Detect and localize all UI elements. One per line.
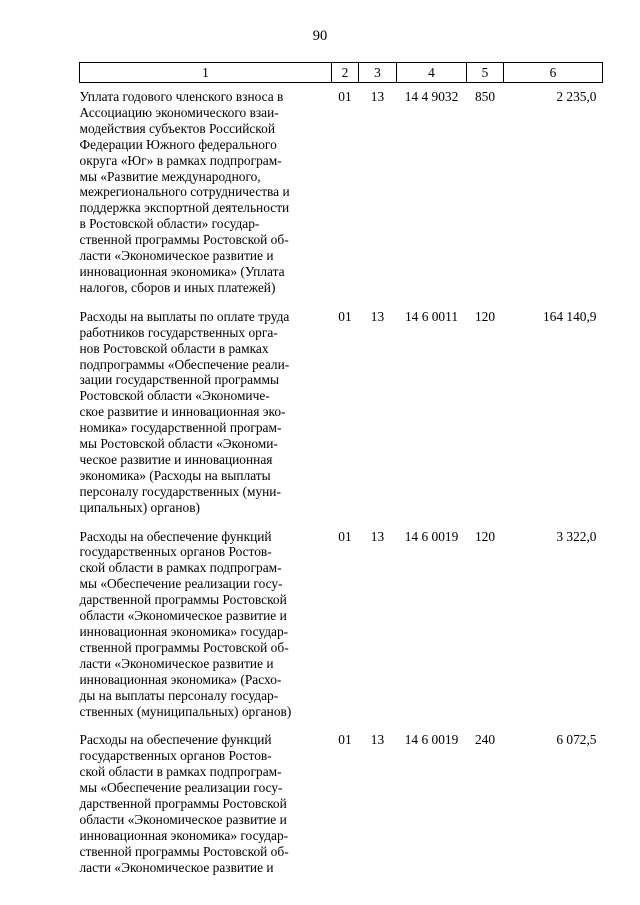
- description-line: дарственной программы Ростовской: [79, 592, 287, 608]
- description-line: ципальных) органов): [79, 499, 200, 515]
- column-header-6: 6: [504, 63, 603, 83]
- table-row: [80, 296, 603, 516]
- row-amount: 164 140,9: [542, 308, 597, 324]
- column-header-4: 4: [397, 63, 467, 83]
- row-target-item-code: 14 6 0019: [404, 528, 459, 544]
- column-header-1: 1: [80, 63, 332, 83]
- row-subsection-code: 13: [370, 732, 385, 748]
- description-line: ственной программы Ростовской об-: [79, 639, 289, 655]
- description-line: ской области в рамках подпрограм-: [79, 764, 282, 780]
- page-number: 90: [312, 28, 328, 44]
- row-target-item-code: 14 6 0011: [404, 308, 459, 324]
- description-line: Расходы на обеспечение функций: [79, 528, 272, 544]
- description-line: ской области в рамках подпрограм-: [79, 560, 282, 576]
- row-expense-type-code: 240: [474, 732, 496, 748]
- row-target-item-code: 14 4 9032: [404, 89, 459, 104]
- description-line: Расходы на обеспечение функций: [79, 732, 272, 748]
- description-line: инновационная экономика» (Уплата: [79, 263, 285, 279]
- column-header-5: 5: [467, 63, 504, 83]
- description-line: ды на выплаты персоналу государ-: [79, 687, 279, 703]
- row-description: [80, 296, 332, 516]
- row-section-code: 01: [338, 89, 352, 104]
- row-subsection-code: 13: [370, 308, 385, 324]
- row-description: [80, 83, 332, 296]
- row-description: [80, 719, 332, 875]
- row-section-code: 01: [338, 528, 352, 544]
- description-line: Уплата годового членского взноса в: [79, 89, 284, 104]
- description-line: ственной программы Ростовской об-: [79, 232, 289, 248]
- table-row: [80, 516, 603, 720]
- row-subsection-code: 13: [370, 89, 385, 104]
- description-line: в Ростовской области» государ-: [79, 216, 260, 232]
- description-line: мы Ростовской области «Экономи-: [79, 436, 278, 452]
- description-line: государственных органов Ростов-: [79, 748, 272, 764]
- description-line: налогов, сборов и иных платежей): [79, 279, 276, 295]
- column-header-2: 2: [332, 63, 359, 83]
- row-section-code: 01: [338, 732, 352, 748]
- description-line: ственной программы Ростовской об-: [79, 843, 289, 859]
- description-line: области «Экономическое развитие и: [79, 811, 287, 827]
- budget-table: [79, 62, 603, 876]
- row-amount: 2 235,0: [556, 89, 597, 104]
- description-line: ласти «Экономическое развитие и: [79, 248, 274, 264]
- description-line: мы «Обеспечение реализации госу-: [79, 780, 283, 796]
- description-line: государственных органов Ростов-: [79, 544, 272, 560]
- description-line: ческое развитие и инновационная: [79, 451, 273, 467]
- description-line: ственных (муниципальных) органов): [79, 703, 292, 719]
- row-expense-type-code: 850: [474, 89, 496, 104]
- description-line: мы «Развитие международного,: [79, 168, 261, 184]
- table-body: [80, 83, 603, 876]
- description-line: инновационная экономика» государ-: [79, 827, 289, 843]
- row-amount: 6 072,5: [556, 732, 597, 748]
- row-section-code: 01: [338, 308, 352, 324]
- description-line: нов Ростовской области в рамках: [79, 340, 269, 356]
- description-line: межрегионального сотрудничества и: [79, 184, 290, 200]
- table-row: [80, 719, 603, 875]
- row-description: [80, 516, 332, 720]
- description-line: области «Экономическое развитие и: [79, 608, 287, 624]
- row-amount: 3 322,0: [556, 528, 597, 544]
- description-line: экономика» (Расходы на выплаты: [79, 467, 271, 483]
- description-line: поддержка экспортной деятельности: [79, 200, 290, 216]
- description-line: инновационная экономика» государ-: [79, 624, 289, 639]
- table-row: [80, 83, 603, 296]
- description-line: Федерации Южного федерального: [79, 136, 277, 152]
- row-expense-type-code: 120: [474, 308, 496, 324]
- description-line: округа «Юг» в рамках подпрограм-: [79, 152, 282, 168]
- description-line: ласти «Экономическое развитие и: [79, 859, 274, 875]
- description-line: модействия субъектов Российской: [79, 120, 275, 136]
- description-line: номика» государственной програм-: [79, 420, 282, 436]
- description-line: инновационная экономика» (Расхо-: [79, 671, 282, 687]
- row-expense-type-code: 120: [474, 528, 496, 544]
- row-target-item-code: 14 6 0019: [404, 732, 459, 748]
- column-header-3: 3: [359, 63, 397, 83]
- table-header-row: [80, 63, 603, 83]
- description-line: персоналу государственных (муни-: [79, 483, 281, 499]
- description-line: подпрограммы «Обеспечение реали-: [79, 356, 290, 372]
- row-subsection-code: 13: [370, 528, 385, 544]
- description-line: дарственной программы Ростовской: [79, 796, 287, 812]
- description-line: зации государственной программы: [79, 372, 279, 388]
- description-line: ласти «Экономическое развитие и: [79, 655, 274, 671]
- description-line: Расходы на выплаты по оплате труда: [79, 308, 290, 324]
- description-line: Ростовской области «Экономиче-: [79, 388, 270, 404]
- description-line: ское развитие и инновационная эко-: [79, 404, 286, 420]
- description-line: работников государственных орга-: [79, 324, 278, 340]
- description-line: мы «Обеспечение реализации госу-: [79, 576, 283, 592]
- description-line: Ассоциацию экономического взаи-: [79, 104, 279, 120]
